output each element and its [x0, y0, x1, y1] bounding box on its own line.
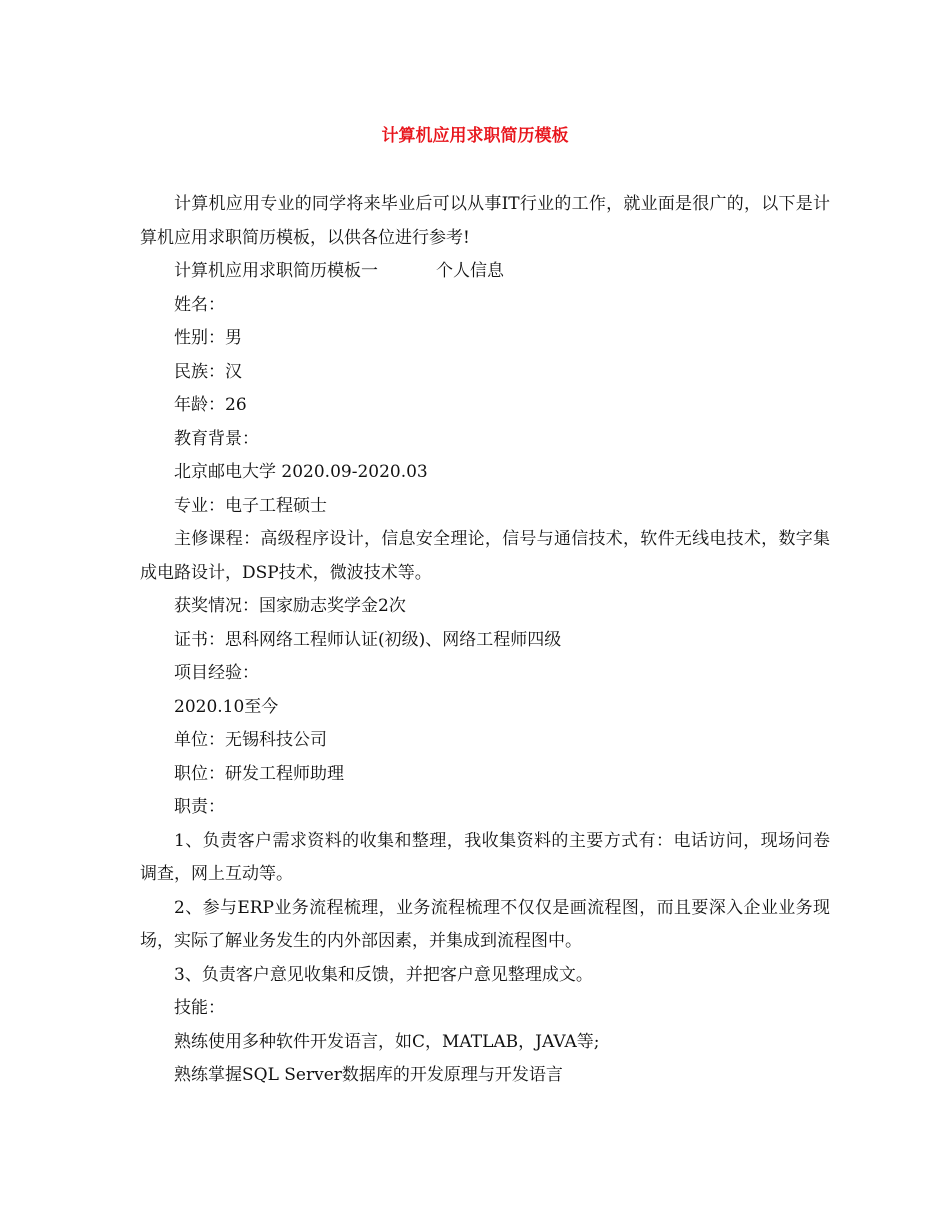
- line-ethnicity: 民族：汉: [174, 361, 242, 382]
- line-awards: 获奖情况：国家励志奖学金2次: [174, 596, 406, 616]
- line-gender: 性别：男: [174, 328, 242, 348]
- line-name: 姓名：: [174, 294, 225, 315]
- document-body: [140, 188, 830, 1093]
- line-courses: 主修课程：高级程序设计，信息安全理论，信号与通信技术，软件无线电技术，数字集成电路设计，DSP技术，微波技术等。: [140, 529, 830, 583]
- line-major: 专业：电子工程硕士: [174, 495, 327, 516]
- line-position: 职位：研发工程师助理: [174, 763, 344, 784]
- section-heading: [140, 255, 830, 289]
- line-certificates: 证书：思科网络工程师认证(初级)、网络工程师四级: [174, 629, 562, 650]
- line-skill-2: 熟练掌握SQL Server数据库的开发原理与开发语言: [174, 1065, 563, 1085]
- line-skills-heading: 技能：: [174, 998, 225, 1018]
- line-age: 年龄：26: [174, 395, 247, 415]
- line-university: 北京邮电大学 2020.09-2020.03: [174, 462, 428, 482]
- line-duty-3: 3、负责客户意见收集和反馈，并把客户意见整理成文。: [174, 964, 593, 985]
- line-project-heading: 项目经验：: [174, 663, 259, 683]
- line-employer: 单位：无锡科技公司: [174, 730, 327, 750]
- line-skill-1: 熟练使用多种软件开发语言，如C，MATLAB，JAVA等;: [174, 1031, 600, 1052]
- intro-paragraph: 计算机应用专业的同学将来毕业后可以从事IT行业的工作，就业面是很广的，以下是计算机应用求职简历模板，以供各位进行参考!: [140, 194, 830, 248]
- section-heading-left: 计算机应用求职简历模板一: [174, 261, 378, 281]
- line-duty-1: 1、负责客户需求资料的收集和整理，我收集资料的主要方式有：电话访问，现场问卷调查，网上互动等。: [140, 830, 830, 884]
- line-project-period: 2020.10至今: [174, 696, 279, 717]
- line-education-heading: 教育背景：: [174, 428, 259, 449]
- line-duties-heading: 职责：: [174, 797, 225, 817]
- document-title: 计算机应用求职简历模板: [381, 126, 569, 146]
- section-heading-right: 个人信息: [436, 261, 504, 281]
- line-duty-2: 2、参与ERP业务流程梳理，业务流程梳理不仅仅是画流程图，而且要深入企业业务现场，实际了解业务发生的内外部因素，并集成到流程图中。: [140, 897, 830, 951]
